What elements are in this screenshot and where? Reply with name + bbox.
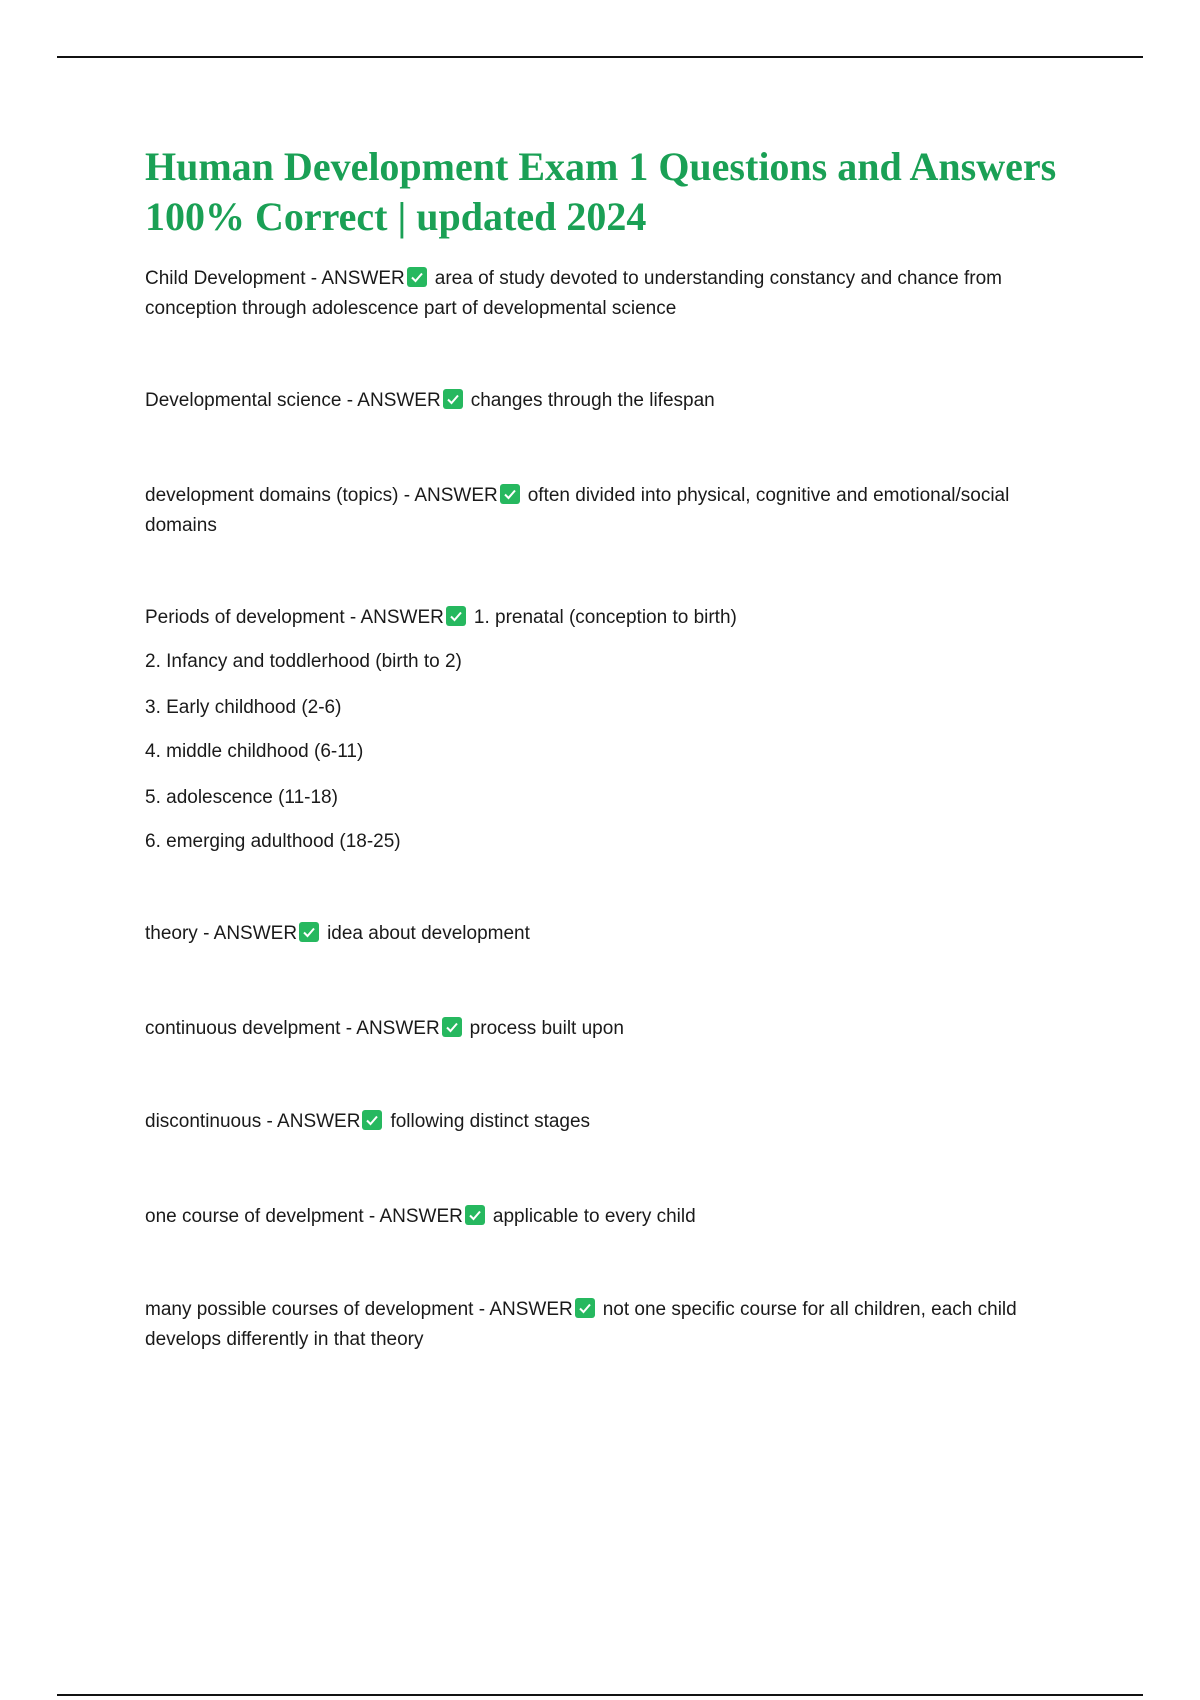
checkmark-icon <box>465 1205 485 1225</box>
answer-label: ANSWER <box>414 485 498 506</box>
term: one course of develpment <box>145 1206 364 1227</box>
qa-entry-one-course: one course of develpment - ANSWER applicable to every child <box>145 1206 696 1227</box>
period-item: 5. adolescence (11-18) <box>145 787 338 808</box>
top-rule <box>57 56 1143 58</box>
answer-label: ANSWER <box>277 1111 361 1132</box>
answer-text: following distinct stages <box>390 1111 591 1132</box>
checkmark-icon <box>299 922 319 942</box>
answer-label: ANSWER <box>356 1018 440 1039</box>
answer-label: ANSWER <box>213 923 298 944</box>
term: Developmental science <box>145 390 342 411</box>
document-title: Human Development Exam 1 Questions and Answers 100% Correct | updated 2024 <box>145 144 1057 239</box>
answer-label: ANSWER <box>360 607 444 628</box>
answer-text: not one specific course for all children, each child develops differently in that theory <box>145 1299 1017 1350</box>
checkmark-icon <box>500 484 520 504</box>
checkmark-icon <box>362 1110 382 1130</box>
answer-label: ANSWER <box>321 268 405 289</box>
answer-text: changes through the lifespan <box>470 390 715 411</box>
qa-entry-child-development: Child Development - ANSWER area of study devoted to understanding constancy and chance from conception through adolescence part of developmental science <box>145 268 1002 319</box>
qa-entry-theory: theory - ANSWER idea about development <box>145 923 530 944</box>
answer-label: ANSWER <box>489 1299 573 1320</box>
checkmark-icon <box>446 606 466 626</box>
checkmark-icon <box>575 1298 595 1318</box>
answer-text: often divided into physical, cognitive and emotional/social domains <box>145 485 1010 536</box>
period-item: 4. middle childhood (6-11) <box>145 741 364 762</box>
period-item: 2. Infancy and toddlerhood (birth to 2) <box>145 651 462 672</box>
checkmark-icon <box>443 389 463 409</box>
period-item: 6. emerging adulthood (18-25) <box>145 831 401 852</box>
answer-text: process built upon <box>469 1018 624 1039</box>
answer-text: idea about development <box>327 923 530 944</box>
document-body <box>145 142 1075 1355</box>
answer-label: ANSWER <box>357 390 441 411</box>
term: many possible courses of development <box>145 1299 474 1320</box>
term: Child Development <box>145 268 306 289</box>
qa-entry-development-domains: development domains (topics) - ANSWER often divided into physical, cognitive and emotional/social domains <box>145 485 1010 536</box>
qa-entry-periods-of-development <box>145 603 1075 857</box>
term: continuous develpment <box>145 1018 341 1039</box>
checkmark-icon <box>442 1017 462 1037</box>
qa-entry-continuous-development: continuous develpment - ANSWER process built upon <box>145 1018 624 1039</box>
answer-label: ANSWER <box>379 1206 463 1227</box>
periods-first-line: Periods of development - ANSWER 1. prenatal (conception to birth) <box>145 607 737 628</box>
qa-entry-many-courses: many possible courses of development - ANSWER not one specific course for all children, each child develops differently in that theory <box>145 1299 1017 1350</box>
period-item: 3. Early childhood (2-6) <box>145 697 342 718</box>
checkmark-icon <box>407 267 427 287</box>
qa-entry-discontinuous: discontinuous - ANSWER following distinct stages <box>145 1111 591 1132</box>
qa-entry-developmental-science: Developmental science - ANSWER changes through the lifespan <box>145 390 715 411</box>
bottom-rule <box>57 1694 1143 1696</box>
answer-text: applicable to every child <box>492 1206 696 1227</box>
term: theory <box>145 923 198 944</box>
answer-text: 1. prenatal (conception to birth) <box>473 607 737 628</box>
term: development domains (topics) <box>145 485 399 506</box>
answer-text: area of study devoted to understanding constancy and chance from conception through adolescence part of developmental science <box>145 268 1002 319</box>
term: discontinuous <box>145 1111 262 1132</box>
term: Periods of development <box>145 607 345 628</box>
